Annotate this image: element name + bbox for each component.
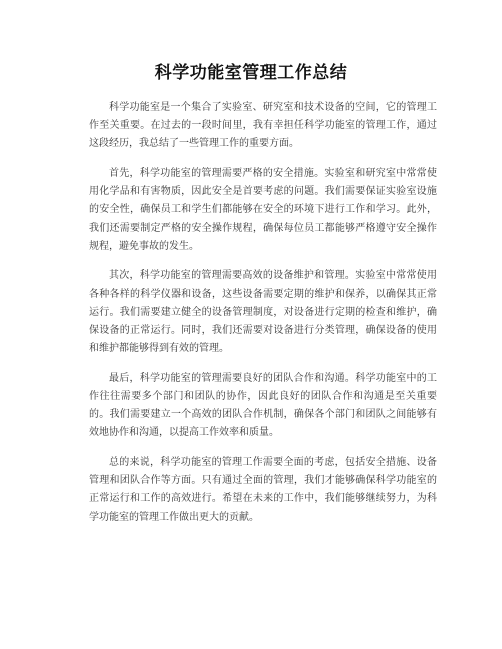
paragraph-equipment: 其次，科学功能室的管理需要高效的设备维护和管理。实验室中常常使用各种各样的科学仪器和设备，这些设备需要定期的维护和保养，以确保其正常运行。我们需要建立健全的设备管理制度，对设备进行定期的检查和维护，确保设备的正常运行。同时，我们还需要对设备进行分类管理，确保设备的使用和维护都能够得到有效的管理。 (89, 270, 437, 355)
document-title: 科学功能室管理工作总结 (154, 63, 348, 83)
paragraph-safety: 首先，科学功能室的管理需要严格的安全措施。实验室和研究室中常常使用化学品和有害物质，因此安全是首要考虑的问题。我们需要保证实验室设施的安全性，确保员工和学生们都能够在安全的环境下进行工作和学习。此外，我们还需要制定严格的安全操作规程，确保每位员工都能够严格遵守安全操作规程，避免事故的发生。 (89, 168, 437, 252)
paragraph-intro: 科学功能室是一个集合了实验室、研究室和技术设备的空间，它的管理工作至关重要。在过去的一段时间里，我有幸担任科学功能室的管理工作，通过这段经历，我总结了一些管理工作的重要方面。 (89, 102, 437, 150)
document-body (89, 99, 437, 538)
paragraph-teamwork: 最后，科学功能室的管理需要良好的团队合作和沟通。科学功能室中的工作往往需要多个部门和团队的协作，因此良好的团队合作和沟通是至关重要的。我们需要建立一个高效的团队合作机制，确保各个部门和团队之间能够有效地协作和沟通，以提高工作效率和质量。 (89, 372, 437, 439)
paragraph-conclusion: 总的来说，科学功能室的管理工作需要全面的考虑，包括安全措施、设备管理和团队合作等方面。只有通过全面的管理，我们才能够确保科学功能室的正常运行和工作的高效进行。希望在未来的工作中，我们能够继续努力，为科学功能室的管理工作做出更大的贡献。 (89, 457, 437, 523)
